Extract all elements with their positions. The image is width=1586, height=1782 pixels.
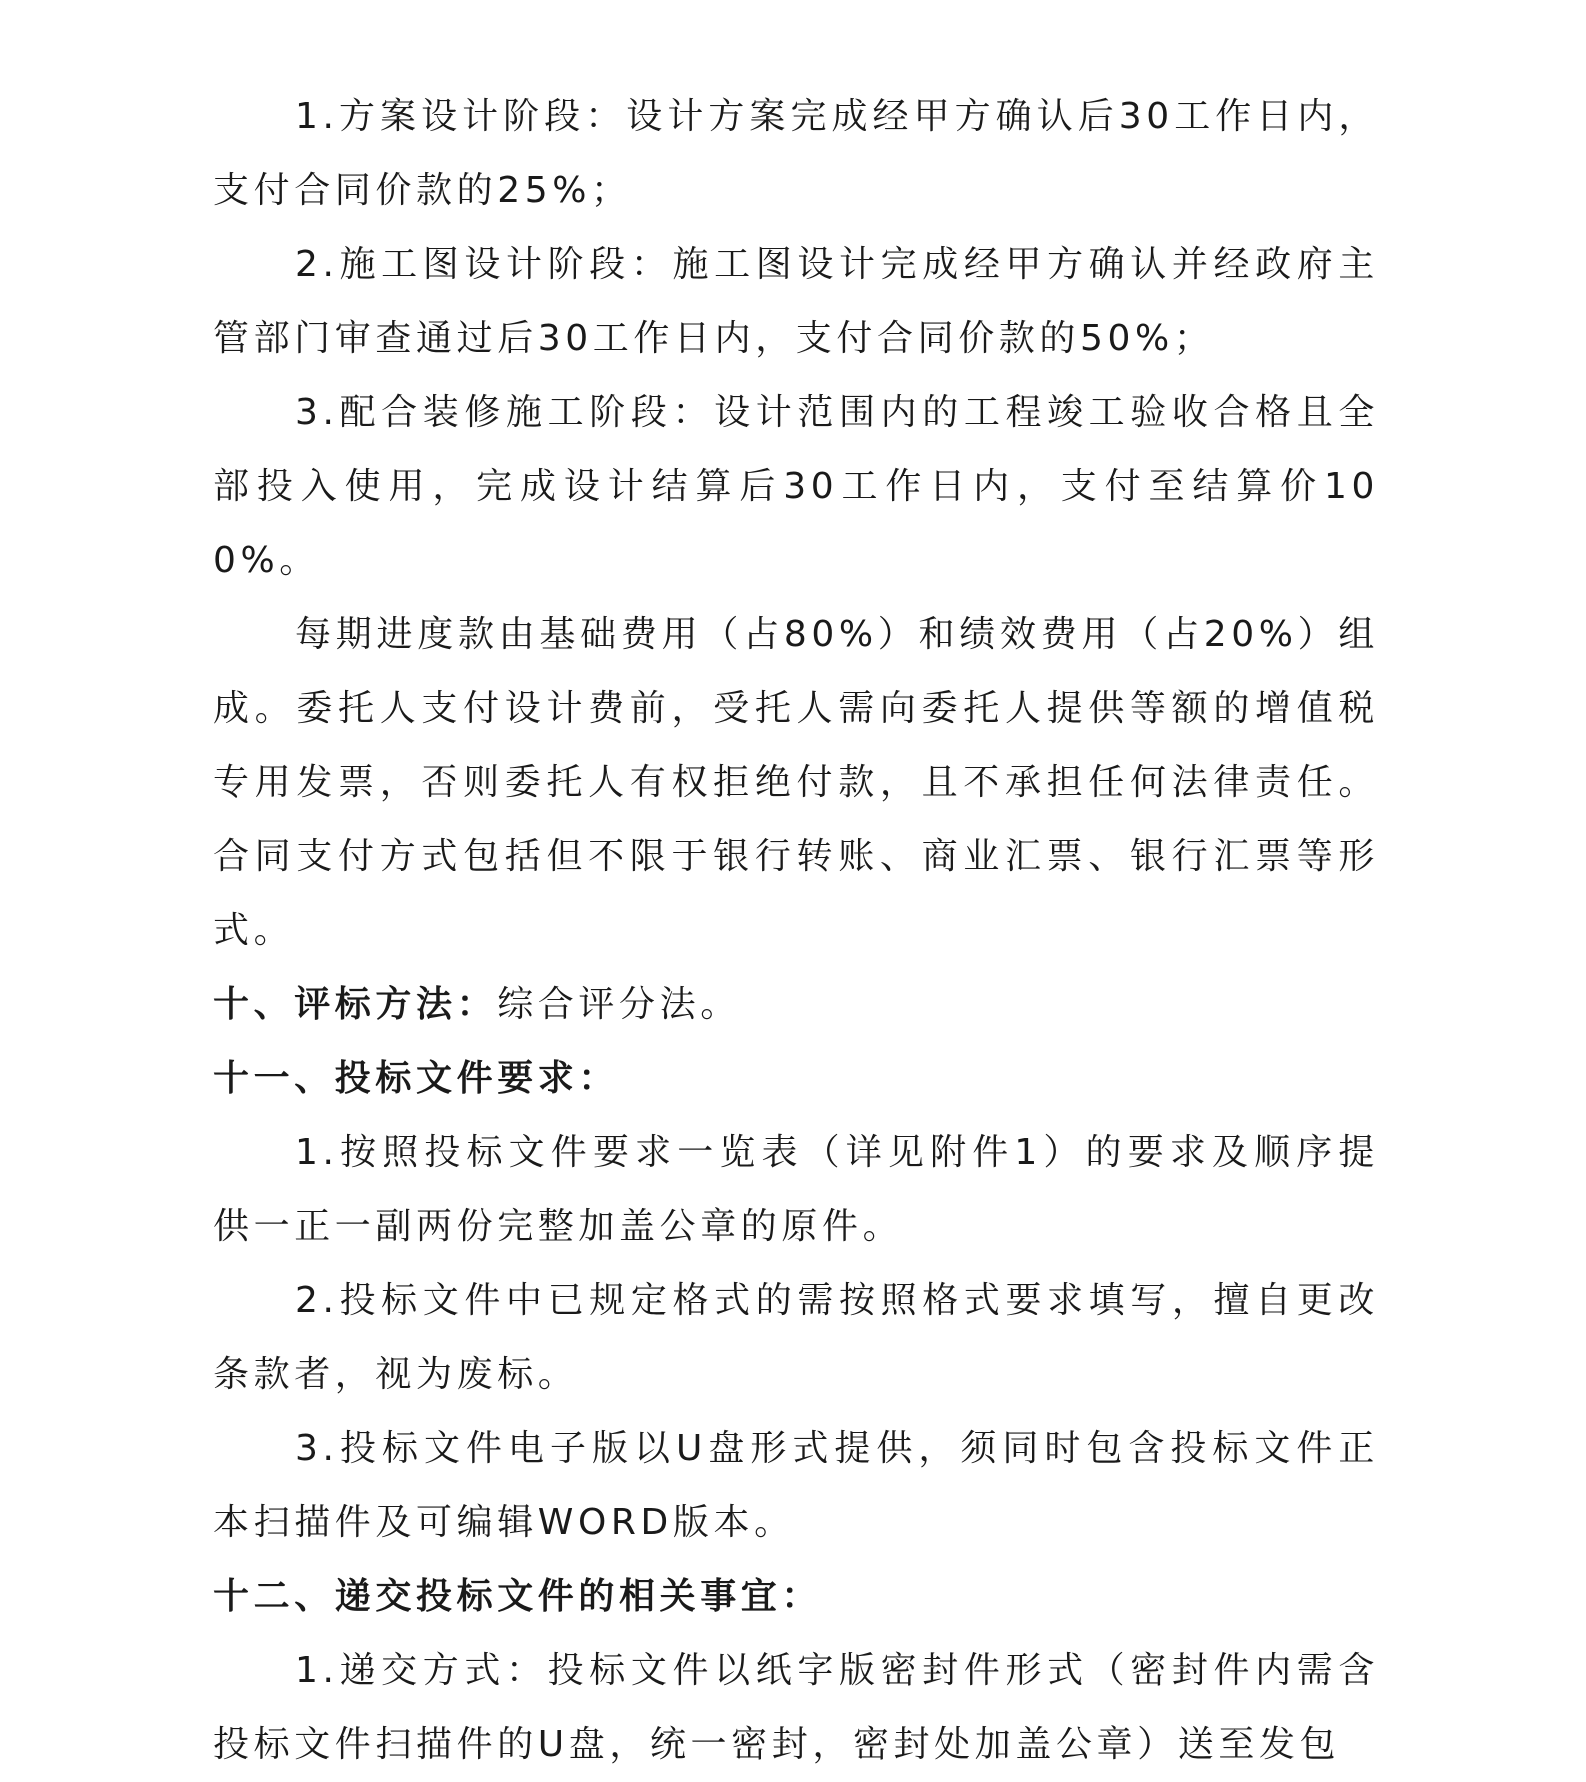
section-10-text: 综合评分法。 xyxy=(497,984,741,1025)
section-12-heading xyxy=(213,1560,1379,1634)
document-page xyxy=(213,80,1379,1782)
section-11-item-1: 1.按照投标文件要求一览表（详见附件1）的要求及顺序提供一正一副两份完整加盖公章的原件。 xyxy=(213,1132,1379,1247)
payment-composition: 每期进度款由基础费用（占80%）和绩效费用（占20%）组成。委托人支付设计费前，受托人需向委托人提供等额的增值税专用发票，否则委托人有权拒绝付款，且不承担任何法律责任。合同支付方式包括但不限于银行转账、商业汇票、银行汇票等形式。 xyxy=(213,614,1379,951)
section-12-label: 十二、递交投标文件的相关事宜： xyxy=(213,1576,823,1617)
payment-stage-3: 3.配合装修施工阶段：设计范围内的工程竣工验收合格且全部投入使用，完成设计结算后30工作日内，支付至结算价100%。 xyxy=(213,392,1379,581)
section-11-item-3: 3.投标文件电子版以U盘形式提供，须同时包含投标文件正本扫描件及可编辑WORD版本。 xyxy=(213,1428,1379,1543)
payment-stage-2: 2.施工图设计阶段：施工图设计完成经甲方确认并经政府主管部门审查通过后30工作日内，支付合同价款的50%； xyxy=(213,244,1379,359)
section-11-heading xyxy=(213,1042,1379,1116)
section-10-heading xyxy=(213,968,1379,1042)
section-10-label: 十、评标方法： xyxy=(213,984,498,1025)
section-11-label: 十一、投标文件要求： xyxy=(213,1058,620,1099)
section-11-item-2: 2.投标文件中已规定格式的需按照格式要求填写，擅自更改条款者，视为废标。 xyxy=(213,1280,1379,1395)
payment-stage-1: 1.方案设计阶段：设计方案完成经甲方确认后30工作日内，支付合同价款的25%； xyxy=(213,96,1379,211)
section-12-item-1: 1.递交方式：投标文件以纸字版密封件形式（密封件内需含投标文件扫描件的U盘，统一密封，密封处加盖公章）送至发包 xyxy=(213,1650,1379,1765)
